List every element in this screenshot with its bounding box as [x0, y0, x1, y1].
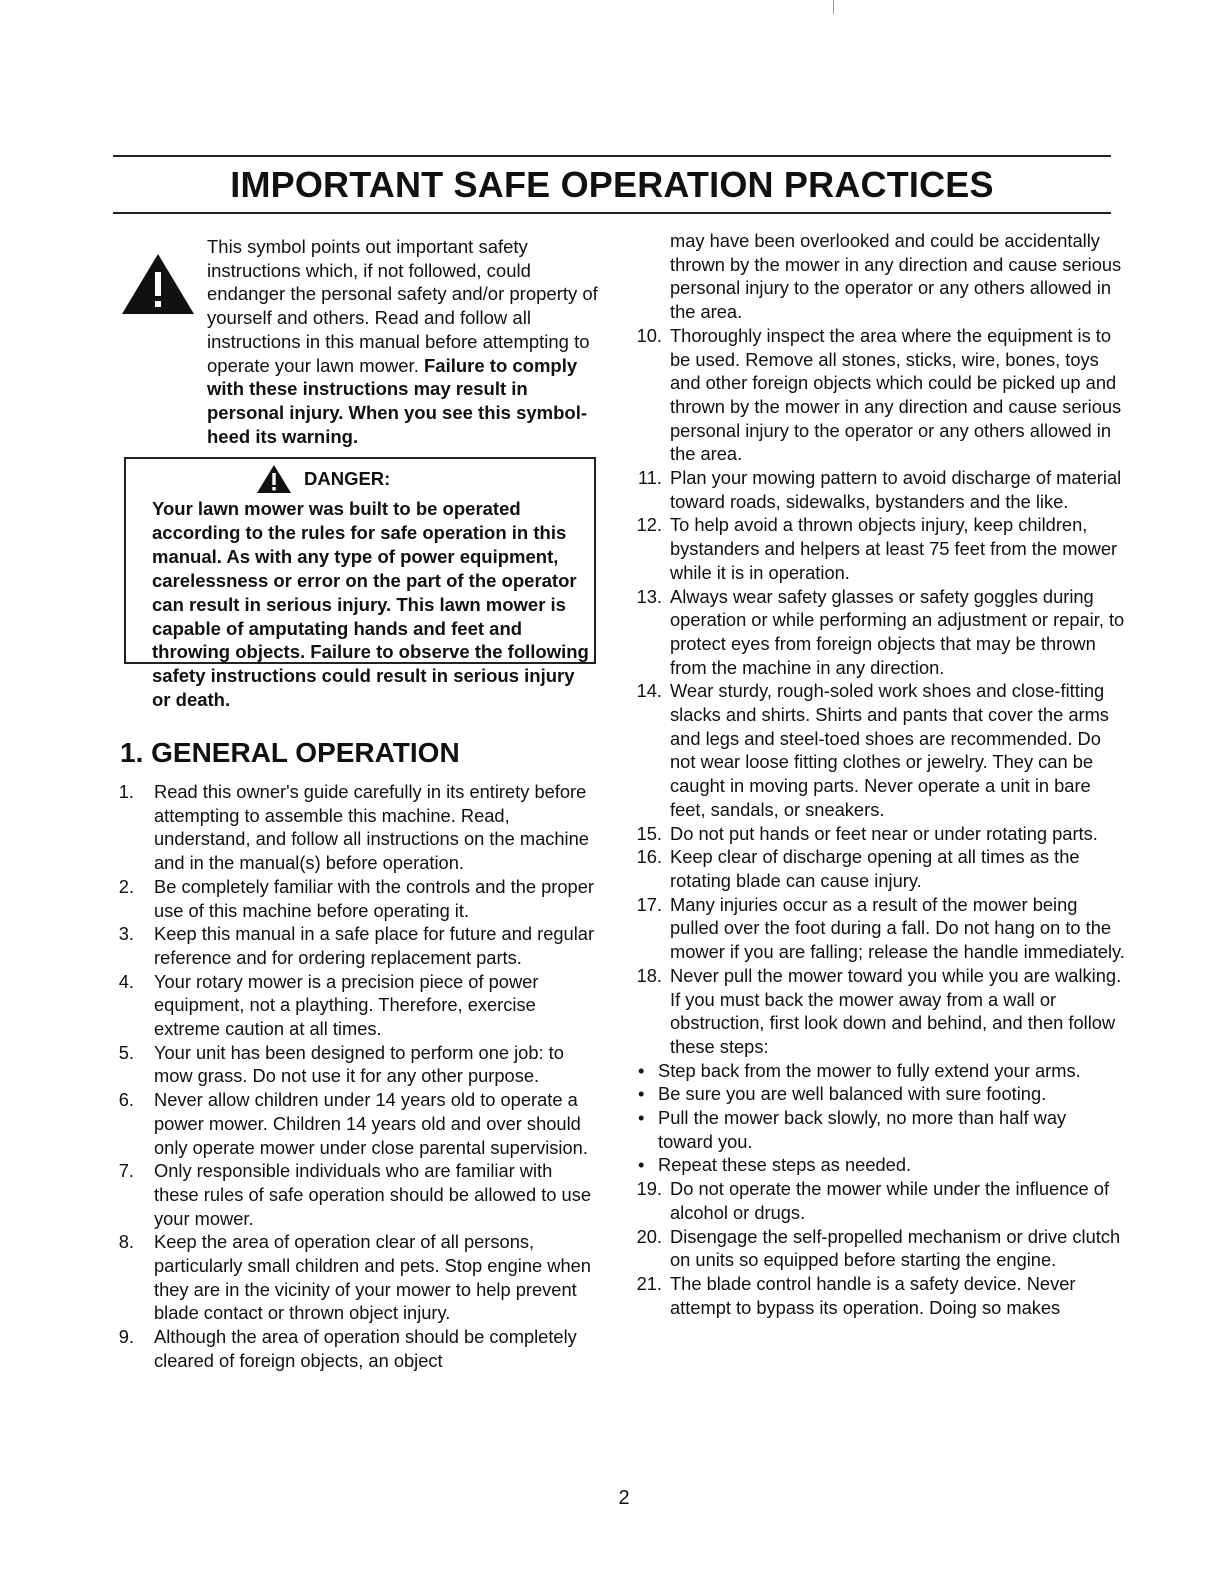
rule-text: Your rotary mower is a precision piece of power equipment, not a plaything. Therefore, exercise extreme caution at all times. [154, 970, 539, 1040]
rule-item [118, 922, 598, 969]
rule-item [118, 1325, 598, 1372]
bullet-icon: • [638, 1083, 645, 1105]
rule-number: 18. [636, 964, 662, 986]
rule-text: Thoroughly inspect the area where the equipment is to be used. Remove all stones, sticks, wire, bones, toys and other foreign objects which could be picked up and thrown by the mower in any direction and cause serious personal injury to the operator or any others allowed in the area. [670, 324, 1122, 465]
rule-text: Many injuries occur as a result of the mower being pulled over the foot during a fall. Do not hang on to the mower if you are falling; release the handle immediately. [670, 893, 1125, 963]
rule-text: Always wear safety glasses or safety goggles during operation or while performing an adjustment or repair, to protect eyes from foreign objects that may be thrown from the machine in any direction. [670, 585, 1125, 678]
rule-item [636, 964, 1126, 1059]
warning-triangle-icon [120, 252, 196, 316]
rule-item [118, 1230, 598, 1325]
rule-item [118, 1159, 598, 1230]
top-rule [113, 155, 1111, 157]
section-heading: 1. GENERAL OPERATION [120, 737, 460, 768]
step-text: Be sure you are well balanced with sure footing. [658, 1083, 1047, 1105]
rule-text: Only responsible individuals who are familiar with these rules of safe operation should be allowed to use your mower. [154, 1160, 592, 1229]
danger-label: DANGER: [304, 468, 391, 489]
step-text: Step back from the mower to fully extend your arms. [658, 1059, 1081, 1081]
bullet-icon: • [638, 1154, 645, 1176]
rule-text: Wear sturdy, rough-soled work shoes and close-fitting slacks and shirts. Shirts and pants that cover the arms and legs and steel-toed shoes are recommended. Do not wear loose fitting clothes or jewelry. They can be caught in moving parts. Never operate a unit in bare feet, sandals, or sneakers. [670, 680, 1109, 820]
step-item [638, 1082, 1126, 1106]
rule-text: Keep clear of discharge opening at all times as the rotating blade can cause injury. [670, 846, 1080, 891]
rules-list-right [636, 229, 1126, 1319]
rule-item [636, 893, 1126, 964]
rule-item [118, 780, 598, 875]
rule-item [636, 1272, 1126, 1319]
rule-number: 12. [636, 514, 662, 536]
scan-mark [833, 0, 834, 14]
intro-paragraph [207, 235, 607, 448]
rule-number: 4. [118, 970, 134, 992]
rule-text: Do not put hands or feet near or under rotating parts. [670, 822, 1098, 844]
rule-number: 9. [118, 1326, 134, 1348]
danger-heading [256, 464, 390, 494]
rule-item [636, 324, 1126, 466]
rule-number: 3. [118, 923, 134, 945]
rule-number: 2. [118, 875, 134, 897]
rule-number: 14. [636, 680, 662, 702]
rule-number: 5. [118, 1041, 134, 1063]
rule-text: Plan your mowing pattern to avoid discharge of material toward roads, sidewalks, bystanders and the like. [670, 467, 1122, 512]
rule-item [118, 1088, 598, 1159]
rule-item [636, 1177, 1126, 1224]
rule-item [636, 845, 1126, 892]
rule-text: Keep this manual in a safe place for future and regular reference and for ordering replacement parts. [154, 923, 595, 968]
rule-number: 16. [636, 846, 662, 868]
rule-text: Never pull the mower toward you while you are walking. If you must back the mower away from a wall or obstruction, first look down and behind, and then follow these steps: [670, 964, 1122, 1057]
rule-text: Although the area of operation should be completely cleared of foreign objects, an object [154, 1326, 577, 1371]
intro-warning-text: Failure to comply with these instructions may result in personal injury. When you see this symbol-heed its warning. [207, 354, 588, 447]
rule-text: The blade control handle is a safety device. Never attempt to bypass its operation. Doing so makes [670, 1272, 1076, 1318]
rule-text: To help avoid a thrown objects injury, keep children, bystanders and helpers at least 75 feet from the mower while it is in operation. [670, 514, 1118, 583]
rule-number: 7. [118, 1160, 134, 1182]
bullet-icon: • [638, 1107, 645, 1129]
rule-item [118, 970, 598, 1041]
rule-item [636, 679, 1126, 821]
rule-item [636, 1225, 1126, 1272]
rule-text: Do not operate the mower while under the influence of alcohol or drugs. [670, 1178, 1110, 1223]
rule-number: 20. [636, 1225, 662, 1247]
rule-number: 15. [636, 822, 662, 844]
rule-item [636, 585, 1126, 680]
rule-text: Read this owner's guide carefully in its entirety before attempting to assemble this machine. Read, understand, and follow all instructions on the machine and in the manual(s) before operation. [154, 781, 589, 874]
rule-number: 8. [118, 1231, 134, 1253]
step-item [638, 1153, 1126, 1177]
rule-number: 19. [636, 1178, 662, 1200]
rule-number: 1. [118, 781, 134, 802]
step-item [638, 1059, 1126, 1083]
rules-list-left [118, 780, 598, 1373]
rule-number: 17. [636, 893, 662, 915]
step-item [638, 1106, 1126, 1153]
rule-text: Keep the area of operation clear of all persons, particularly small children and pets. Stop engine when they are in the vicinity of your mower to help prevent blade contact or thrown object injury. [154, 1231, 591, 1324]
intro-text: This symbol points out important safety instructions which, if not followed, could endanger the personal safety and/or property of yourself and others. Read and follow all instructions in this manual before attempting to operate your lawn mower. [207, 236, 598, 376]
rule-number: 21. [636, 1272, 662, 1294]
rule-number: 6. [118, 1089, 134, 1111]
rule-number: 10. [636, 324, 662, 346]
rule-number: 11. [637, 467, 662, 489]
page-number: 2 [618, 1487, 630, 1509]
rule-text: Be completely familiar with the controls and the proper use of this machine before operating it. [154, 875, 594, 921]
rule-item [636, 822, 1126, 846]
danger-text: Your lawn mower was built to be operated according to the rules for safe operation in this manual. As with any type of power equipment, carelessness or error on the part of the operator can result in serious injury. This lawn mower is capable of amputating hands and feet and throwing objects. Failure to observe the following safety instructions could result in serious injury or death. [152, 498, 589, 711]
rule-item [636, 513, 1126, 584]
rule-item [118, 875, 598, 922]
rule-item [118, 1041, 598, 1088]
rule-text: Never allow children under 14 years old to operate a power mower. Children 14 years old and over should only operate mower under close parental supervision. [154, 1089, 588, 1158]
danger-triangle-icon [256, 464, 292, 494]
rule-text: Disengage the self-propelled mechanism or drive clutch on units so equipped before starting the engine. [670, 1225, 1121, 1271]
bullet-icon: • [638, 1059, 645, 1081]
title-underline-rule [113, 212, 1111, 214]
rule-number: 13. [636, 585, 662, 607]
step-text: Pull the mower back slowly, no more than half way toward you. [658, 1107, 1067, 1152]
rule-item [636, 466, 1126, 513]
page-title: IMPORTANT SAFE OPERATION PRACTICES [230, 164, 994, 205]
rule-text: Your unit has been designed to perform one job: to mow grass. Do not use it for any other purpose. [154, 1041, 564, 1087]
step-text: Repeat these steps as needed. [658, 1154, 912, 1176]
rule-9-continuation: may have been overlooked and could be accidentally thrown by the mower in any direction and cause serious personal injury to the operator or any others allowed in the area. [670, 230, 1122, 323]
